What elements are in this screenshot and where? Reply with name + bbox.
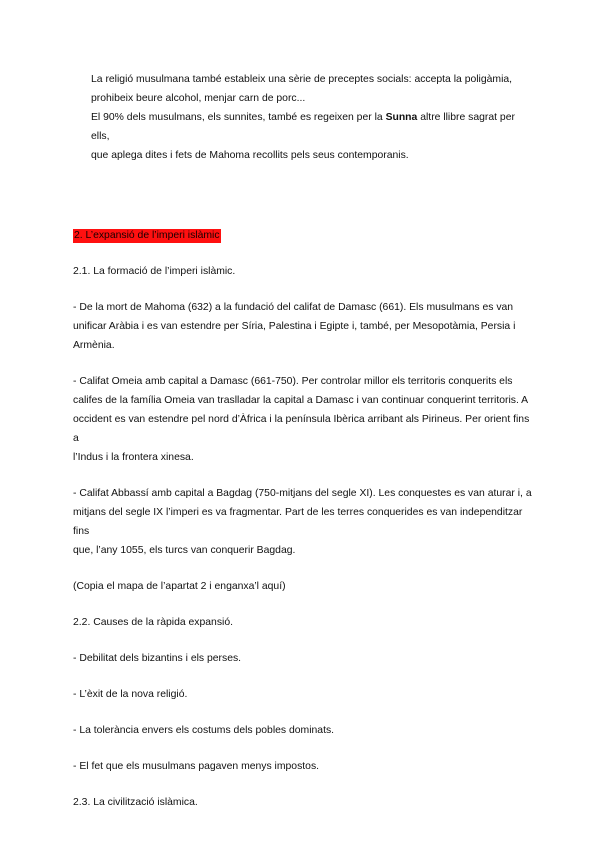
paragraph-line: occident es van estendre pel nord d’Àfrica i la península Ibèrica arribant als Pirineus. Per orient fins a [73, 414, 530, 444]
cause-item: - La tolerància envers els costums dels pobles dominats. [73, 725, 335, 736]
intro-paragraph [91, 70, 531, 165]
cause-item: - Debilitat dels bizantins i els perses. [73, 653, 242, 664]
paragraph-mahoma [73, 298, 533, 355]
subheading-2-3: 2.3. La civilització islàmica. [73, 797, 198, 808]
paragraph-line: l’Indus i la frontera xinesa. [73, 452, 194, 463]
intro-line-3-pre: El 90% dels musulmans, els sunnites, també es regeixen per la [91, 112, 386, 123]
paragraph-line: - De la mort de Mahoma (632) a la fundació del califat de Damasc (661). Els musulmans es van [73, 302, 514, 313]
subheading-2-2: 2.2. Causes de la ràpida expansió. [73, 617, 234, 628]
cause-item: - El fet que els musulmans pagaven menys impostos. [73, 761, 320, 772]
paragraph-line: que, l’any 1055, els turcs van conquerir Bagdag. [73, 545, 296, 556]
sunna-term: Sunna [385, 112, 418, 123]
paragraph-line: Armènia. [73, 340, 115, 351]
cause-item: - L’èxit de la nova religió. [73, 689, 188, 700]
intro-line-2: prohibeix beure alcohol, menjar carn de porc... [91, 93, 306, 104]
intro-line-3-post: altre llibre sagrat per ells, [91, 112, 515, 142]
intro-line-3 [91, 108, 531, 146]
paragraph-omeia [73, 372, 533, 467]
paragraph-abbassi [73, 484, 533, 560]
subheading-2-1: 2.1. La formació de l’imperi islàmic. [73, 266, 236, 277]
paragraph-line: - Califat Abbassí amb capital a Bagdag (750-mitjans del segle XI). Les conquestes es van aturar i, a [73, 488, 532, 499]
map-note: (Copia el mapa de l’apartat 2 i enganxa’l aquí) [73, 581, 286, 592]
paragraph-line: unificar Aràbia i es van estendre per Síria, Palestina i Egipte i, també, per Mesopotàmia, Persia i [73, 321, 516, 332]
section-heading: 2. L’expansió de l’imperi islàmic [74, 230, 220, 241]
paragraph-line: califes de la família Omeia van traslladar la capital a Damasc i van continuar conquerint territoris. A [73, 395, 529, 406]
intro-line-4: que aplega dites i fets de Mahoma recollits pels seus contemporanis. [91, 150, 409, 161]
paragraph-line: - Califat Omeia amb capital a Damasc (661-750). Per controlar millor els territoris conquerits els [73, 376, 513, 387]
paragraph-line: mitjans del segle IX l’imperi es va fragmentar. Part de les terres conquerides es van independitzar fins [73, 507, 523, 537]
main-content [73, 226, 533, 812]
intro-line-1: La religió musulmana també estableix una sèrie de preceptes socials: accepta la poligàmia, [91, 74, 513, 85]
